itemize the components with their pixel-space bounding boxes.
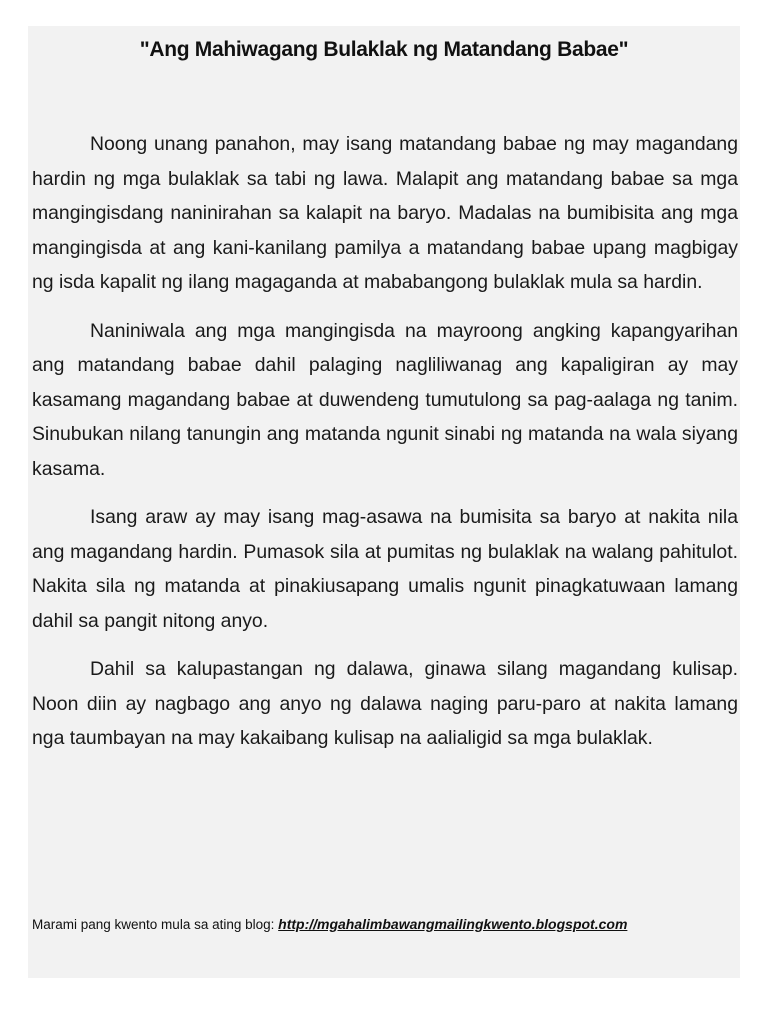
paragraph-3: Isang araw ay may isang mag-asawa na bumisita sa baryo at nakita nila ang magandang hardin. Pumasok sila at pumitas ng bulaklak na walang pahitulot. Nakita sila ng matanda at pinakiusapang umalis ngunit pinagkatuwaan lamang dahil sa pangit nitong anyo. [32, 506, 738, 632]
blog-link[interactable]: http://mgahalimbawangmailingkwento.blogspot.com [278, 916, 628, 932]
paragraph-2: Naniniwala ang mga mangingisda na mayroong angking kapangyarihan ang matandang babae dahil palaging nagliliwanag ang kapaligiran ay may kasamang magandang babae at duwendeng tumutulong sa pag-aalaga ng tanim. Sinubukan nilang tanungin ang matanda ngunit sinabi ng matanda na wala siyang kasama. [32, 319, 738, 480]
story-body [32, 127, 738, 770]
document-page [28, 26, 740, 978]
paragraph-1: Noong unang panahon, may isang matandang babae ng may magandang hardin ng mga bulaklak sa tabi ng lawa. Malapit ang matandang babae sa mga mangingisdang naninirahan sa kalapit na baryo. Madalas na bumibisita ang mga mangingisda at ang kani-kanilang pamilya a matandang babae upang magbigay ng isda kapalit ng ilang magaganda at mababangong bulaklak mula sa hardin. [32, 133, 738, 293]
paragraph-4: Dahil sa kalupastangan ng dalawa, ginawa silang magandang kulisap. Noon diin ay nagbago ang anyo ng dalawa naging paru-paro at nakita lamang nga taumbayan na may kakaibang kulisap na aalialigid sa mga bulaklak. [32, 658, 738, 749]
footer-text: Marami pang kwento mula sa ating blog: [32, 917, 275, 932]
footer-note [32, 916, 738, 932]
document-title: "Ang Mahiwagang Bulaklak ng Matandang Babae" [139, 38, 629, 61]
